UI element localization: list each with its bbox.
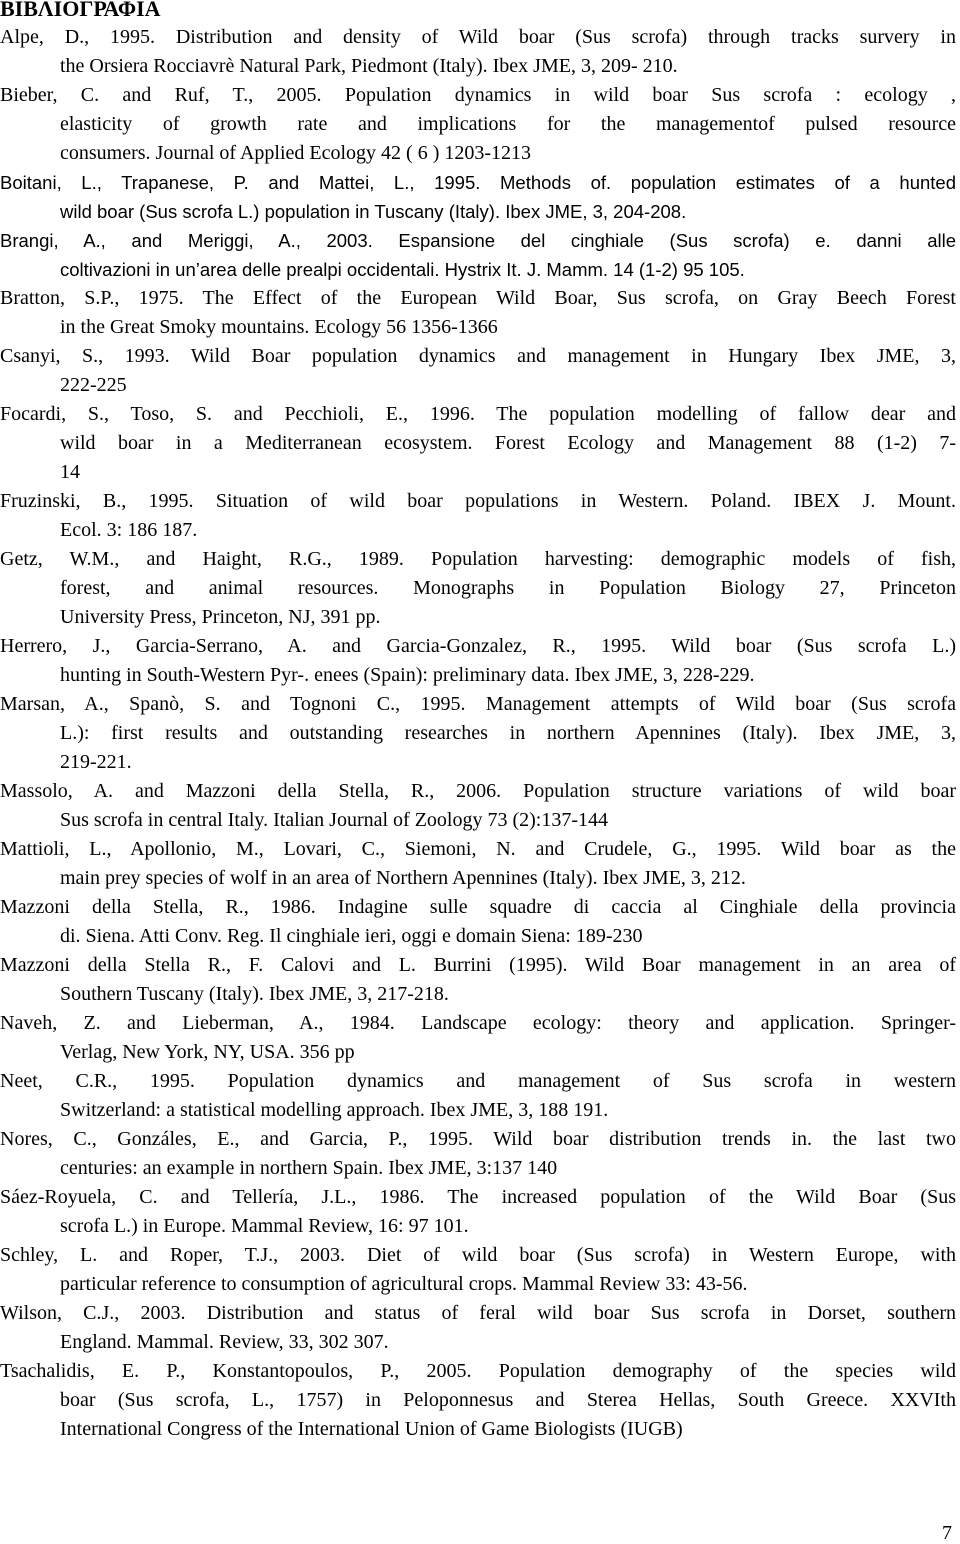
reference-line: Nores, C., Gonzáles, E., and Garcia, P., 1995. Wild boar distribution trends in. the last two [0, 1128, 956, 1150]
reference-line: Herrero, J., Garcia-Serrano, A. and Garcia-Gonzalez, R., 1995. Wild boar (Sus scrofa L.) [0, 635, 956, 657]
reference-line: Fruzinski, B., 1995. Situation of wild boar populations in Western. Poland. IBEX J. Mount. [0, 490, 956, 512]
reference-line: di. Siena. Atti Conv. Reg. Il cinghiale ieri, oggi e domain Siena: 189-230 [60, 925, 643, 947]
reference-entry [0, 632, 956, 690]
reference-entry [0, 1067, 956, 1125]
references-heading: ΒΙΒΛΙΟΓΡΑΦΙΑ [0, 0, 161, 21]
reference-line: Marsan, A., Spanò, S. and Tognoni C., 1995. Management attempts of Wild boar (Sus scrofa [0, 693, 956, 715]
reference-entry [0, 81, 956, 168]
reference-entry [0, 1299, 956, 1357]
reference-entry [0, 545, 956, 632]
reference-entry [0, 168, 956, 226]
reference-entry [0, 1183, 956, 1241]
reference-line: Wilson, C.J., 2003. Distribution and status of feral wild boar Sus scrofa in Dorset, southern [0, 1302, 956, 1324]
reference-line: Mazzoni della Stella R., F. Calovi and L. Burrini (1995). Wild Boar management in an area of [0, 954, 956, 976]
reference-line: Mattioli, L., Apollonio, M., Lovari, C., Siemoni, N. and Crudele, G., 1995. Wild boar as the [0, 838, 956, 860]
reference-line: coltivazioni in un’area delle prealpi occidentali. Hystrix It. J. Mamm. 14 (1-2) 95 105. [60, 259, 745, 280]
reference-line: particular reference to consumption of agricultural crops. Mammal Review 33: 43-56. [60, 1273, 748, 1295]
reference-line: Naveh, Z. and Lieberman, A., 1984. Landscape ecology: theory and application. Springer- [0, 1012, 956, 1034]
reference-line: England. Mammal. Review, 33, 302 307. [60, 1331, 389, 1353]
reference-line: Bratton, S.P., 1975. The Effect of the European Wild Boar, Sus scrofa, on Gray Beech Forest [0, 287, 956, 309]
reference-line: Sus scrofa in central Italy. Italian Journal of Zoology 73 (2):137-144 [60, 809, 609, 831]
reference-entry [0, 400, 956, 487]
reference-line: Getz, W.M., and Haight, R.G., 1989. Population harvesting: demographic models of fish, [0, 548, 956, 570]
reference-line: 14 [60, 461, 80, 483]
reference-line: L.): first results and outstanding researches in northern Apennines (Italy). Ibex JME, 3, [60, 722, 956, 744]
reference-line: centuries: an example in northern Spain. Ibex JME, 3:137 140 [60, 1157, 558, 1179]
reference-line: Schley, L. and Roper, T.J., 2003. Diet of wild boar (Sus scrofa) in Western Europe, with [0, 1244, 956, 1266]
reference-entry [0, 23, 956, 81]
reference-line: main prey species of wolf in an area of Northern Apennines (Italy). Ibex JME, 3, 212. [60, 867, 746, 889]
reference-line: Ecol. 3: 186 187. [60, 519, 198, 541]
reference-entry [0, 1357, 956, 1444]
reference-line: Focardi, S., Toso, S. and Pecchioli, E., 1996. The population modelling of fallow dear and [0, 403, 956, 425]
reference-entry [0, 226, 956, 284]
reference-line: hunting in South-Western Pyr-. enees (Spain): preliminary data. Ibex JME, 3, 228-229. [60, 664, 755, 686]
reference-entry [0, 835, 956, 893]
reference-entry [0, 951, 956, 1009]
reference-line: 219-221. [60, 751, 132, 773]
reference-line: consumers. Journal of Applied Ecology 42 ( 6 ) 1203-1213 [60, 142, 532, 164]
reference-line: forest, and animal resources. Monographs in Population Biology 27, Princeton [60, 577, 956, 599]
reference-entry [0, 893, 956, 951]
reference-line: Tsachalidis, E. P., Konstantopoulos, P., 2005. Population demography of the species wild [0, 1360, 956, 1382]
reference-line: in the Great Smoky mountains. Ecology 56 1356-1366 [60, 316, 498, 338]
reference-line: Mazzoni della Stella, R., 1986. Indagine sulle squadre di caccia al Cinghiale della provincia [0, 896, 956, 918]
reference-line: Boitani, L., Trapanese, P. and Mattei, L., 1995. Methods of. population estimates of a hunted [0, 172, 956, 193]
reference-line: Switzerland: a statistical modelling approach. Ibex JME, 3, 188 191. [60, 1099, 609, 1121]
reference-entry [0, 690, 956, 777]
reference-entry [0, 1009, 956, 1067]
reference-line: elasticity of growth rate and implications for the managementof pulsed resource [60, 113, 956, 135]
reference-entry [0, 487, 956, 545]
reference-entry [0, 342, 956, 400]
reference-line: Bieber, C. and Ruf, T., 2005. Population dynamics in wild boar Sus scrofa : ecology , [0, 84, 956, 106]
reference-entry [0, 777, 956, 835]
reference-line: the Orsiera Rocciavrè Natural Park, Piedmont (Italy). Ibex JME, 3, 209- 210. [60, 55, 678, 77]
reference-line: Alpe, D., 1995. Distribution and density of Wild boar (Sus scrofa) through tracks survery in [0, 26, 956, 48]
reference-line: wild boar (Sus scrofa L.) population in Tuscany (Italy). Ibex JME, 3, 204-208. [60, 201, 687, 222]
reference-line: Southern Tuscany (Italy). Ibex JME, 3, 217-218. [60, 983, 449, 1005]
reference-line: International Congress of the International Union of Game Biologists (IUGB) [60, 1418, 683, 1440]
reference-line: wild boar in a Mediterranean ecosystem. Forest Ecology and Management 88 (1-2) 7- [60, 432, 956, 454]
reference-line: Massolo, A. and Mazzoni della Stella, R., 2006. Population structure variations of wild boar [0, 780, 956, 802]
reference-line: Sáez-Royuela, C. and Tellería, J.L., 1986. The increased population of the Wild Boar (Sus [0, 1186, 956, 1208]
reference-line: Brangi, A., and Meriggi, A., 2003. Espansione del cinghiale (Sus scrofa) e. danni alle [0, 230, 956, 251]
reference-line: Verlag, New York, NY, USA. 356 pp [60, 1041, 355, 1063]
reference-line: scrofa L.) in Europe. Mammal Review, 16: 97 101. [60, 1215, 469, 1237]
reference-line: Neet, C.R., 1995. Population dynamics and management of Sus scrofa in western [0, 1070, 956, 1092]
reference-line: boar (Sus scrofa, L., 1757) in Peloponnesus and Sterea Hellas, South Greece. XXVIth [60, 1389, 956, 1411]
reference-entry [0, 284, 956, 342]
reference-entry [0, 1241, 956, 1299]
page-number: 7 [942, 1522, 952, 1544]
reference-line: University Press, Princeton, NJ, 391 pp. [60, 606, 381, 628]
reference-entry [0, 1125, 956, 1183]
reference-line: 222-225 [60, 374, 127, 396]
reference-line: Csanyi, S., 1993. Wild Boar population dynamics and management in Hungary Ibex JME, 3, [0, 345, 956, 367]
